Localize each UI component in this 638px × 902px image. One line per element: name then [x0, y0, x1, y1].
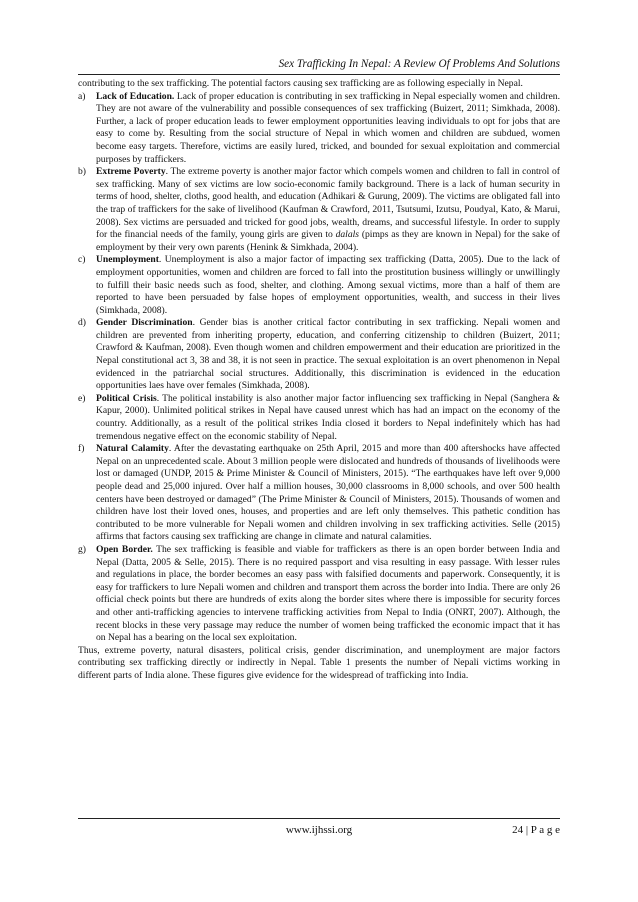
- running-title: Sex Trafficking In Nepal: A Review Of Problems And Solutions: [278, 58, 560, 70]
- item-heading: Political Crisis: [96, 392, 157, 404]
- item-heading: Extreme Poverty: [96, 166, 166, 178]
- item-text: . After the devastating earthquake on 25th April, 2015 and more than 400 aftershocks have affected Nepal on an unprecedented scale. About 3 million people were dislocated and hundreds of thousands of livelihoods were lost or damaged (UNDP, 2015 & Prime Minister & Council of Ministers, 2015). “The earthquakes have left over 9,000 people dead and 25,000 injured. Over half a million houses, 30,000 classrooms in 8,000 schools, and over 500 health centers have been destroyed or damaged” (The Prime Minister & Council of Ministers, 2015). Thousands of women and children have lost their loved ones, houses, and properties and are left only themselves. This pathetic condition has contributed to be more vulnerable for Nepali women and children involving in sex trafficking activities. Selle (2015) affirms that factors causing sex trafficking are change in climate and natural calamities.: [96, 443, 560, 543]
- list-item: [78, 317, 560, 393]
- list-item: [78, 443, 560, 544]
- list-label: f): [78, 443, 85, 455]
- list-item: [78, 91, 560, 167]
- item-heading: Lack of Education.: [96, 90, 175, 102]
- list-label: c): [78, 254, 86, 266]
- item-text: The sex trafficking is feasible and viable for traffickers as there is an open border between India and Nepal (Datta, 2005 & Selle, 2015). There is no required passport and visa resulting in easy passage. With lesser rules and regulations in place, the border becomes an easy pass with falsified documents and paperwork. Consequently, it is easy for traffickers to lure Nepali women and children and transport them across the border into India. There are only 26 official check points but there are hundreds of exits along the border sites where there is impossible for security forces and other anti-trafficking agencies to intervene trafficking activities from Nepal to India (ONRT, 2007). Although, the recent blocks in these very passage may reduce the number of women being trafficked the economic impact that it has on Nepal has a bearing on the local sex exploitation.: [96, 543, 560, 644]
- item-text: . Gender bias is another critical factor contributing in sex trafficking. Nepali women and children are prevented from inheriting property, education, and conferring citizenship to children (Buizert, 2011; Crawford & Kaufman, 2008). Even though women and children empowerment and their education are prioritized in the Nepal constitutional act 3, 38 and 38, it is not seen in practice. The sexual exploitation is an overt phenomenon in Nepal evidenced in the patriarchal social structures. Additionally, this discrimination is evidenced in the education opportunities laes have over females (Simkhada, 2008).: [96, 317, 560, 392]
- item-text: . The political instability is also another major factor influencing sex trafficking in Nepal (Sanghera & Kapur, 2000). Unlimited political strikes in Nepal have caused unrest which has had an impact on the economy of the country. Additionally, as a result of the political strikes India closed it borders to Nepal indefinitely which has had tremendous negative effect on the economic stability of Nepal.: [96, 392, 561, 442]
- item-heading: Natural Calamity: [96, 443, 169, 455]
- item-text: Lack of proper education is contributing in sex trafficking in Nepal especially women and children. They are not aware of the vulnerability and possible consequences of sex trafficking (Buizert, 2011; Simkhada, 2008). Further, a lack of proper education leads to fewer employment opportunities leaving individuals to opt for jobs that are easy to come by. Resulting from the social structure of Nepal in which women and children are subdued, women become easy targets. Therefore, victims are easily lured, tricked, and bounded for sexual exploitation and commercial purposes by traffickers.: [96, 90, 560, 165]
- item-text: . Unemployment is also a major factor of impacting sex trafficking (Datta, 2005). Due to the lack of employment opportunities, women and children are forced to fall into the prostitution business willingly or unwillingly to fulfill their basic needs such as food, shelter, and clothing. Among sexual victims, more than a half of them are reported to have been persuaded by false hopes of employment opportunities, wealth, and success in their lives (Simkhada, 2008).: [96, 254, 560, 316]
- item-heading: Unemployment: [96, 254, 159, 266]
- body-text: [78, 78, 560, 683]
- item-italic-term: dalals: [335, 229, 360, 241]
- list-label: d): [78, 317, 86, 329]
- item-text: . The extreme poverty is another major factor which compels women and children to fall in control of sex trafficking. Many of sex victims are low socio-economic family background. There is a lack of human security in terms of hood, shelter, cloths, good health, and education (Adhikari & Gurung, 2009). The victims are obligated fall into the trap of traffickers for the sake of livelihood (Kaufman & Crawford, 2011, Tsutsumi, Izutsu, Poudyal, Kato, & Marui, 2008). Sex victims are persuaded and tricked for good jobs, wealth, dreams, and successful lifestyle. In order to supply for the financial needs of the family, young girls are given to: [96, 166, 560, 241]
- intro-paragraph: contributing to the sex trafficking. The potential factors causing sex trafficking are as following especially in Nepal.: [78, 78, 523, 89]
- footer-website: www.ijhssi.org: [285, 824, 353, 836]
- list-label: a): [78, 90, 86, 102]
- item-text: (pimps as they are known in Nepal) for the sake of employment by their very own parents (Henink & Simkhada, 2004).: [96, 229, 560, 253]
- factors-list: [78, 91, 560, 645]
- list-label: e): [78, 392, 86, 404]
- page-number: 24 | P a g e: [512, 824, 560, 836]
- list-item: [78, 544, 560, 645]
- running-header: [78, 58, 560, 75]
- list-label: b): [78, 166, 86, 178]
- item-heading: Gender Discrimination: [96, 317, 193, 329]
- list-item: [78, 166, 560, 254]
- conclusion-paragraph: Thus, extreme poverty, natural disasters, political crisis, gender discrimination, and unemployment are major factors contributing sex trafficking directly or indirectly in Nepal. Table 1 presents the number of Nepali victims working in different parts of India alone. These figures give evidence for the widespread of trafficking into India.: [78, 644, 560, 681]
- list-item: [78, 254, 560, 317]
- item-heading: Open Border.: [96, 543, 153, 555]
- list-label: g): [78, 543, 86, 555]
- list-item: [78, 393, 560, 443]
- footer-divider: [78, 818, 560, 819]
